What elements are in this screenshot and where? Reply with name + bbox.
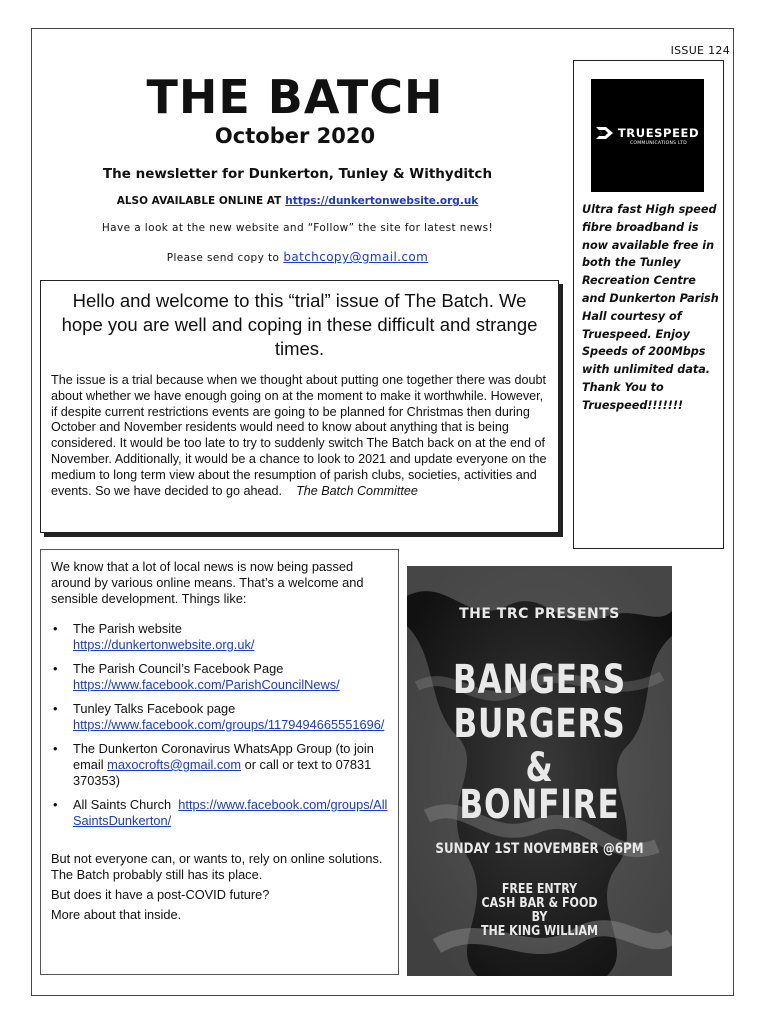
bonfire-poster [407,566,672,976]
all-saints-facebook-link[interactable]: https://www.facebook.com/groups/AllSaintsDunkerton/ [73,797,388,828]
news-item-label: Tunley Talks Facebook page [73,701,236,716]
news-item-whatsapp [51,741,388,789]
broadband-promo: Ultra fast High speed fibre broadband is now available free in both the Tunley Recreation Centre and Dunkerton Parish Hall courtesy of Truespeed. Enjoy Speeds of 200Mbps with unlimited data. Thank You to Truespeed!!!!!!! [582,203,719,412]
issue-number: ISSUE 124 [670,44,730,57]
poster-bonfire: BONFIRE [459,782,620,828]
poster-free-entry: FREE ENTRY [501,882,578,897]
welcome-body [51,373,548,499]
copy-label: Please send copy to [166,252,280,264]
poster-date: SUNDAY 1ST NOVEMBER @6PM [435,841,644,857]
issue-date: October 2020 [214,124,376,148]
news-item-label: All Saints Church [73,797,172,812]
newsletter-title: THE BATCH [146,70,444,124]
online-availability [40,195,555,207]
website-link[interactable]: https://dunkertonwebsite.org.uk [285,195,479,207]
parish-website-link[interactable]: https://dunkertonwebsite.org.uk/ [73,637,255,652]
truespeed-sidebar [573,60,724,549]
online-label: ALSO AVAILABLE ONLINE AT [116,195,282,207]
poster-bangers: BANGERS [453,657,626,703]
news-question: But does it have a post-COVID future? [51,887,270,902]
poster-king-william: THE KING WILLIAM [480,924,599,939]
welcome-box [40,280,559,533]
poster-cash-bar: CASH BAR & FOOD [481,896,598,911]
copy-email-link[interactable]: batchcopy@gmail.com [283,250,429,264]
poster-presents: THE TRC PRESENTS [459,606,620,622]
news-item-all-saints [51,797,388,829]
welcome-signature: The Batch Committee [296,483,418,498]
news-item-label: The Parish Council’s Facebook Page [73,661,284,676]
copy-instructions [40,250,555,264]
news-item-after: or call or text to 07831 370353) [73,757,372,788]
truespeed-arrow-icon [596,126,614,140]
whatsapp-email-link[interactable]: maxocrofts@gmail.com [107,757,242,772]
news-item-parish-website [51,621,388,653]
news-item-tunley-talks [51,701,388,733]
logo-subtext: COMMUNICATIONS LTD [629,140,688,146]
local-news-box [40,549,399,975]
news-intro: We know that a lot of local news is now being passed around by various online means. That’s a welcome and sensible development. Things like: [51,559,364,606]
poster-by: BY [531,910,548,925]
tagline: The newsletter for Dunkerton, Tunley & Withyditch [102,166,493,182]
logo-word: TRUESPEED [617,125,700,140]
news-more: More about that inside. [51,907,182,922]
news-outro: But not everyone can, or wants to, rely on online solutions. The Batch probably still has its place. [51,851,383,882]
poster-burgers: BURGERS [453,701,626,747]
truespeed-logo [591,79,704,192]
poster-ampersand: & [525,745,554,791]
website-note: Have a look at the new website and “Follow” the site for latest news! [101,222,494,234]
news-item-label: The Parish website [73,621,182,636]
news-item-parish-council [51,661,388,693]
news-item-label: The Dunkerton Coronavirus WhatsApp Group (to join email [73,741,374,772]
welcome-text: The issue is a trial because when we thought about putting one together there was doubt about whether we have enough going on at the moment to make it worthwhile. However, if despite current restrictions events are going to be planned for Christmas then during October and November residents would need to know about anything that is being considered. It would be too late to try to suddenly switch The Batch back on at the end of November. Additionally, it would be a chance to look to 2021 and update everyone on the medium to long term view about the resumption of parish clubs, societies, activities and events. So we have decided to go ahead. [51,373,547,498]
news-list [51,621,388,829]
parish-council-facebook-link[interactable]: https://www.facebook.com/ParishCouncilNews/ [73,677,340,692]
tunley-talks-facebook-link[interactable]: https://www.facebook.com/groups/1179494665551696/ [73,717,385,732]
welcome-heading: Hello and welcome to this “trial” issue of The Batch. We hope you are well and coping in these difficult and strange times. [61,290,538,359]
